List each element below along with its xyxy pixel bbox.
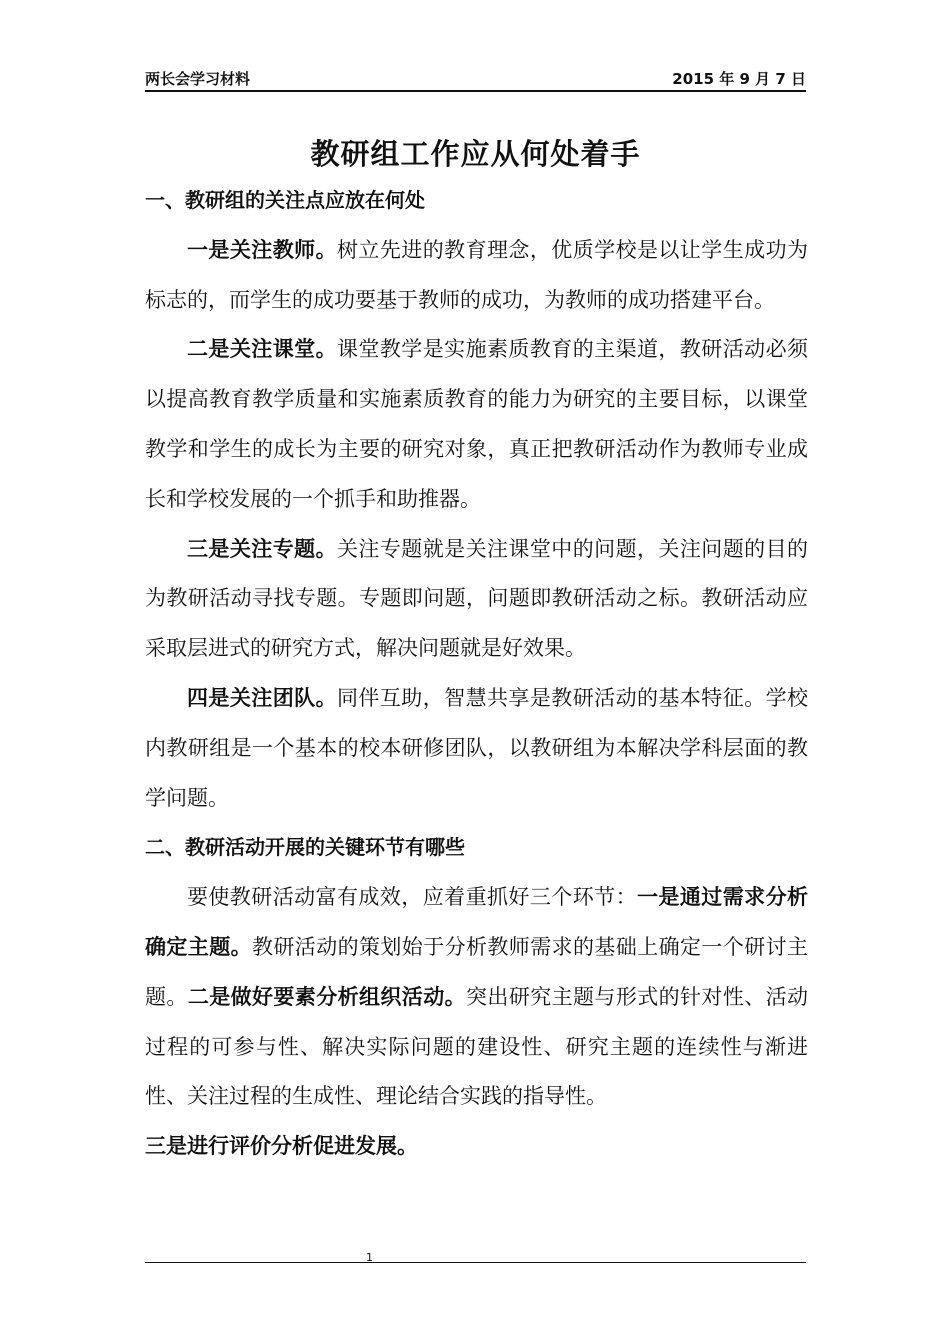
paragraph-topic-lead: 三是关注专题。 [187, 536, 337, 561]
step-three-lead: 三是进行评价分析促进发展。 [145, 1134, 418, 1159]
document-body [145, 176, 808, 1172]
paragraph-classroom-text: 课堂教学是实施素质教育的主渠道，教研活动必须以提高教育教学质量和实施素质教育的能力为研究的主要目标，以课堂教学和学生的成长为主要的研究对象，真正把教研活动作为教师专业成长和学校发展的一个抓手和助推器。 [145, 337, 808, 511]
paragraph-team-lead: 四是关注团队。 [187, 685, 337, 710]
step-three-line [145, 1122, 808, 1172]
paragraph-topic [145, 525, 808, 674]
step-one-text: 教研活动的策划始于分析教师需求的基础上确定一个研讨主题。 [145, 934, 808, 1009]
paragraph-teacher [145, 226, 808, 326]
paragraph-teacher-text: 树立先进的教育理念，优质学校是以让学生成功为标志的，而学生的成功要基于教师的成功，为教师的成功搭建平台。 [145, 237, 808, 312]
paragraph-topic-text: 关注专题就是关注课堂中的问题，关注问题的目的为教研活动寻找专题。专题即问题，问题即教研活动之标。教研活动应采取层进式的研究方式，解决问题就是好效果。 [145, 536, 808, 661]
header-date: 2015 年 9 月 7 日 [672, 70, 806, 88]
step-two-text: 突出研究主题与形式的针对性、活动过程的可参与性、解决实际问题的建设性、研究主题的连续性与渐进性、关注过程的生成性、理论结合实践的指导性。 [145, 984, 809, 1109]
paragraph-key-steps-intro: 要使教研活动富有成效，应着重抓好三个环节： [187, 885, 637, 910]
paragraph-team [145, 674, 808, 823]
document-title: 教研组工作应从何处着手 [310, 137, 641, 171]
paragraph-teacher-lead: 一是关注教师。 [187, 237, 337, 262]
page-header [145, 66, 806, 92]
page-number: 1 [366, 1251, 373, 1264]
paragraph-key-steps [145, 873, 808, 1122]
paragraph-team-text: 同伴互助，智慧共享是教研活动的基本特征。学校内教研组是一个基本的校本研修团队，以教研组为本解决学科层面的教学问题。 [145, 685, 808, 810]
footer-rule [145, 1262, 806, 1263]
step-one-lead: 一是通过需求分析确定主题。 [145, 885, 808, 959]
step-two-lead: 二是做好要素分析组织活动。 [187, 984, 467, 1009]
section-1-heading: 一、教研组的关注点应放在何处 [145, 188, 425, 212]
section-2-heading: 二、教研活动开展的关键环节有哪些 [145, 835, 465, 860]
paragraph-classroom [145, 325, 808, 524]
paragraph-classroom-lead: 二是关注课堂。 [187, 337, 337, 362]
header-left-text: 两长会学习材料 [145, 70, 251, 88]
